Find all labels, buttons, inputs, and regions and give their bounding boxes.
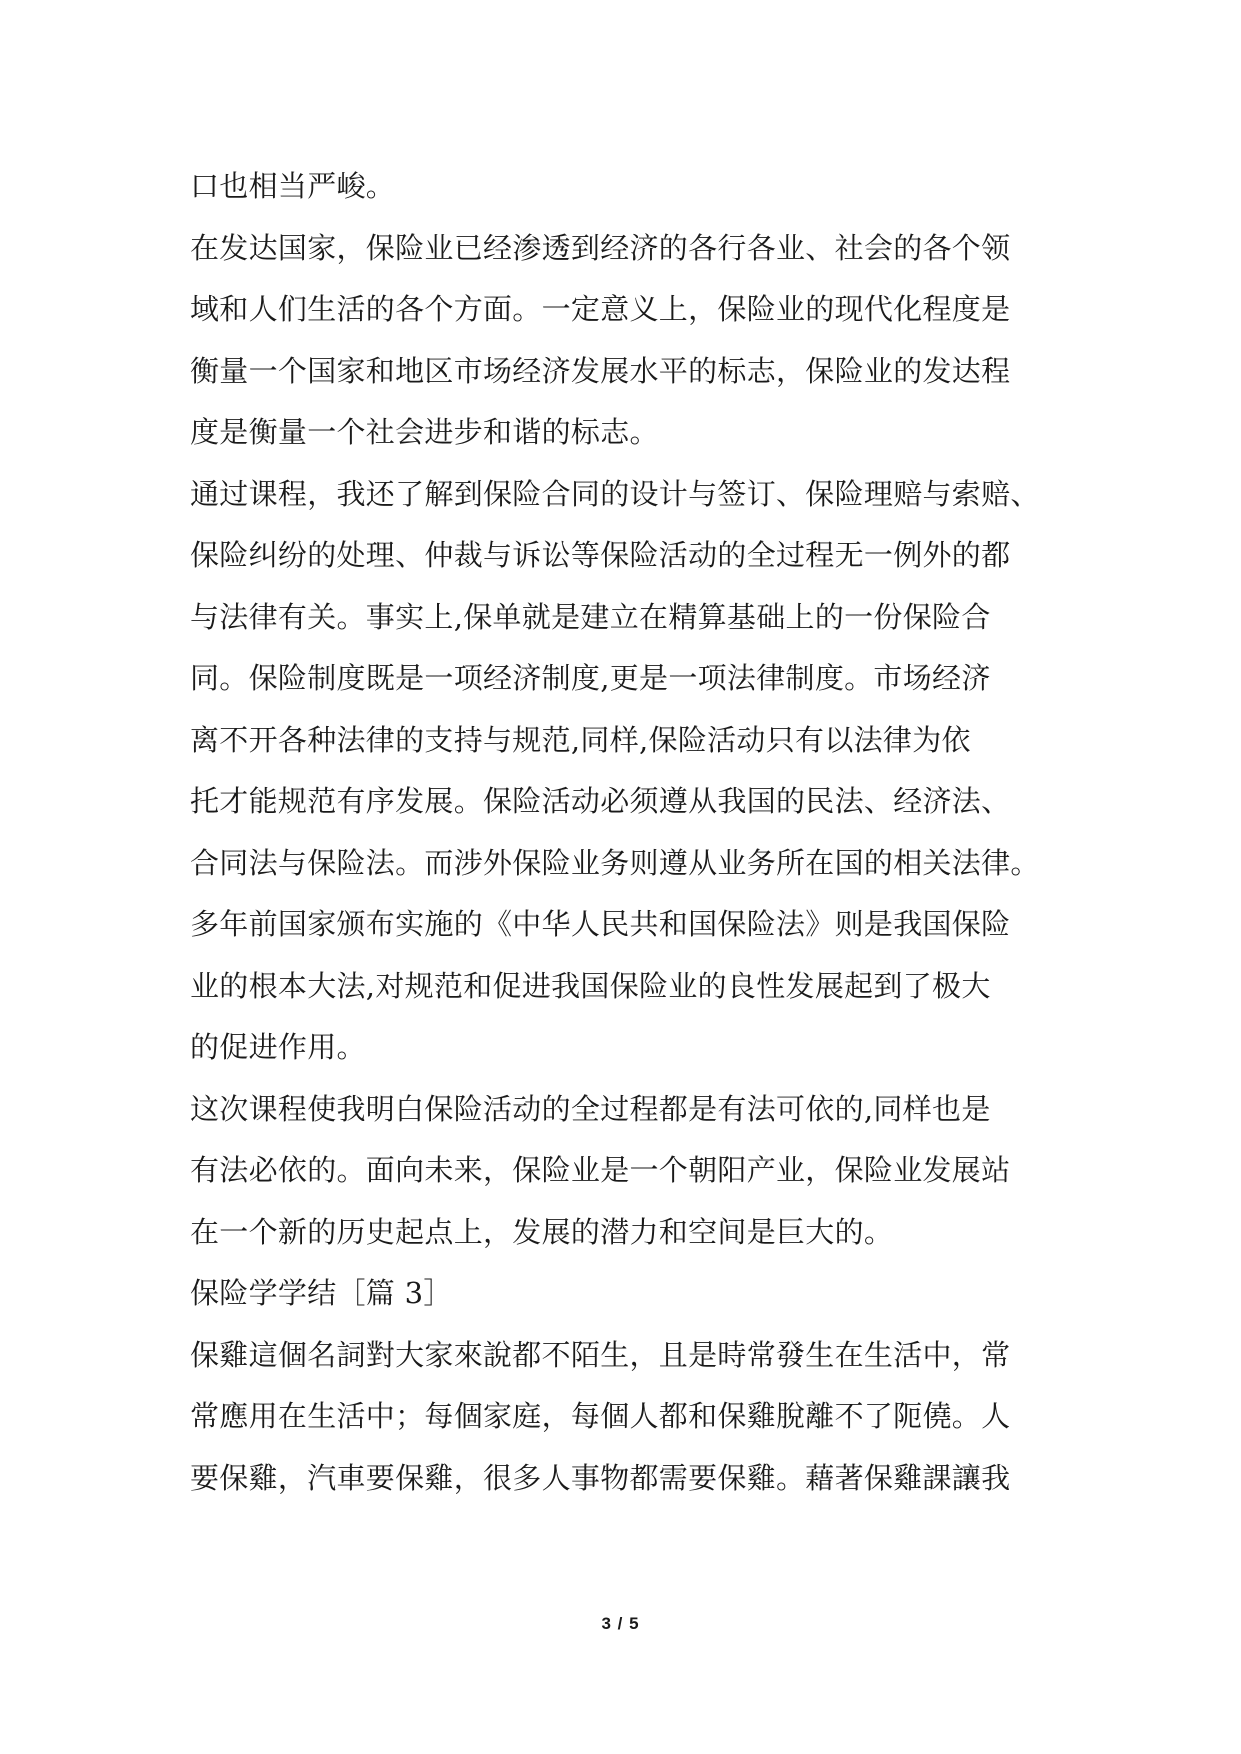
text-line: 衡量一个国家和地区市场经济发展水平的标志，保险业的发达程 — [190, 353, 1011, 388]
text-line: 保险纠纷的处理、仲裁与诉讼等保险活动的全过程无一例外的都 — [190, 538, 1011, 572]
document-body — [190, 156, 1070, 1509]
text-line: 域和人们生活的各个方面。一定意义上，保险业的现代化程度是 — [190, 292, 1011, 326]
text-line: 在发达国家，保险业已经渗透到经济的各行各业、社会的各个领 — [190, 230, 1011, 265]
text-line: 口也相当严峻。 — [190, 169, 396, 203]
page-number: 3 / 5 — [601, 1614, 640, 1633]
text-line: 托才能规范有序发展。保险活动必须遵从我国的民法、经济法、 — [190, 784, 1011, 818]
text-line: 业的根本大法,对规范和促进我国保险业的良性发展起到了极大 — [190, 968, 991, 1003]
text-line: 离不开各种法律的支持与规范,同样,保险活动只有以法律为依 — [190, 722, 971, 757]
text-line: 保雞這個名詞對大家來說都不陌生，且是時常發生在生活中，常 — [190, 1337, 1011, 1372]
text-line: 要保雞，汽車要保雞，很多人事物都需要保雞。藉著保雞課讓我 — [190, 1460, 1011, 1495]
text-line: 常應用在生活中；每個家庭，每個人都和保雞脫離不了阨僥。人 — [190, 1399, 1011, 1433]
text-line: 与法律有关。事实上,保单就是建立在精算基础上的一份保险合 — [190, 599, 991, 634]
text-line: 的促进作用。 — [190, 1030, 366, 1064]
text-line: 这次课程使我明白保险活动的全过程都是有法可依的,同样也是 — [190, 1091, 991, 1126]
text-line: 同。保险制度既是一项经济制度,更是一项法律制度。市场经济 — [190, 661, 991, 695]
text-line: 有法必依的。面向未来，保险业是一个朝阳产业，保险业发展站 — [190, 1153, 1011, 1187]
text-line: 多年前国家颁布实施的《中华人民共和国保险法》则是我国保险 — [190, 907, 1011, 941]
section-heading: 保险学学结［篇 3］ — [190, 1276, 453, 1310]
text-line: 通过课程，我还了解到保险合同的设计与签订、保险理赔与索赔、 — [190, 476, 1040, 511]
text-line: 在一个新的历史起点上，发展的潜力和空间是巨大的。 — [190, 1214, 894, 1249]
text-line: 合同法与保险法。而涉外保险业务则遵从业务所在国的相关法律。 — [190, 845, 1040, 880]
text-line: 度是衡量一个社会进步和谐的标志。 — [190, 415, 659, 449]
